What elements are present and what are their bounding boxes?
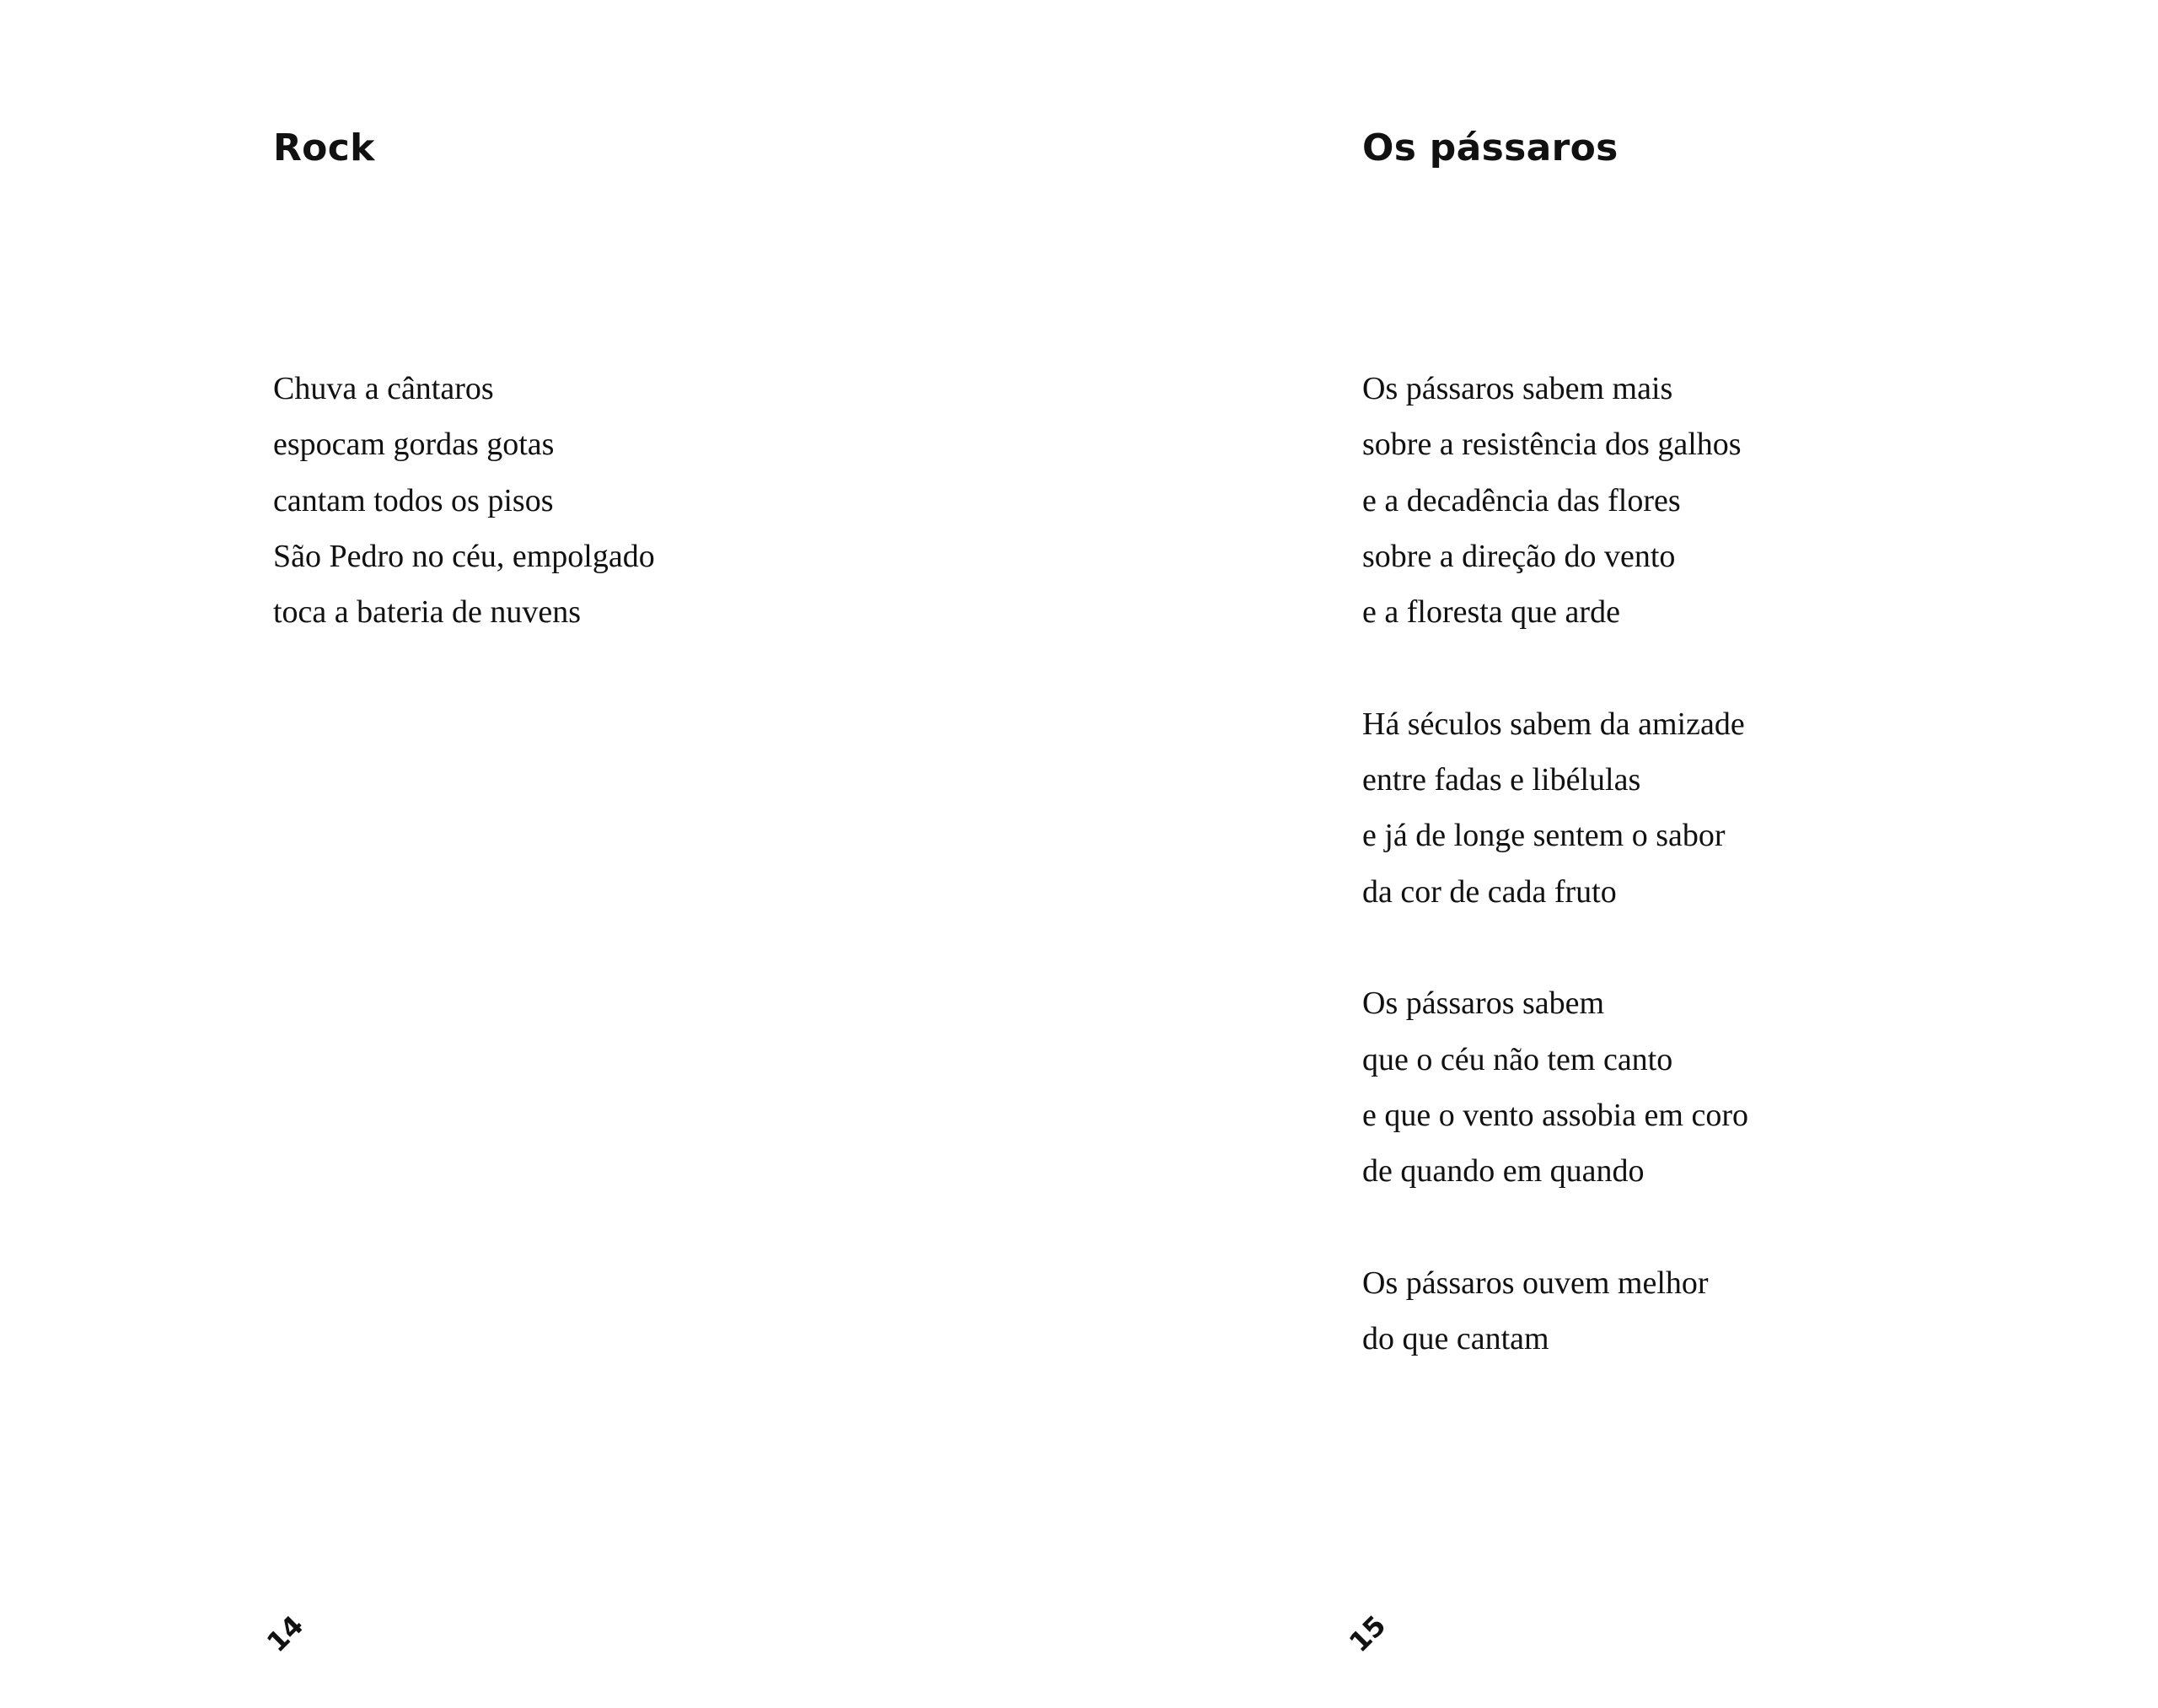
poem-line: e que o vento assobia em coro xyxy=(1362,1097,1748,1133)
poem-title: Os pássaros xyxy=(1362,126,1618,169)
stanza xyxy=(1362,696,1748,920)
poem-line: da cor de cada fruto xyxy=(1362,873,1617,910)
poem-body xyxy=(273,361,655,640)
poem-body xyxy=(1362,361,1748,1367)
poem-line: que o céu não tem canto xyxy=(1362,1041,1673,1077)
poem-line: Os pássaros sabem xyxy=(1362,986,1605,1022)
stanza xyxy=(273,361,655,640)
poem-line: de quando em quando xyxy=(1362,1153,1645,1190)
page-number: 15 xyxy=(1343,1609,1393,1659)
poem-line: São Pedro no céu, empolgado xyxy=(273,538,655,574)
poem-line: e a decadência das flores xyxy=(1362,482,1681,518)
stanza xyxy=(1362,1255,1748,1367)
poem-line: e já de longe sentem o sabor xyxy=(1362,818,1726,854)
stanza xyxy=(1362,975,1748,1199)
right-page xyxy=(1079,0,2158,1708)
poem-line: e a floresta que arde xyxy=(1362,594,1620,631)
stanza xyxy=(1362,361,1748,640)
poem-line: Chuva a cântaros xyxy=(273,371,494,406)
poem-line: toca a bateria de nuvens xyxy=(273,594,582,631)
poem-line: do que cantam xyxy=(1362,1321,1549,1357)
poem-line: Os pássaros ouvem melhor xyxy=(1362,1265,1709,1301)
poem-line: sobre a resistência dos galhos xyxy=(1362,427,1742,463)
poem-title: Rock xyxy=(273,126,375,169)
poem-line: Os pássaros sabem mais xyxy=(1362,371,1673,406)
poem-line: cantam todos os pisos xyxy=(273,482,554,518)
poem-line: sobre a direção do vento xyxy=(1362,538,1676,574)
poem-line: Há séculos sabem da amizade xyxy=(1362,706,1745,742)
page-number: 14 xyxy=(260,1609,310,1659)
poem-line: espocam gordas gotas xyxy=(273,427,555,463)
poem-line: entre fadas e libélulas xyxy=(1362,762,1641,798)
